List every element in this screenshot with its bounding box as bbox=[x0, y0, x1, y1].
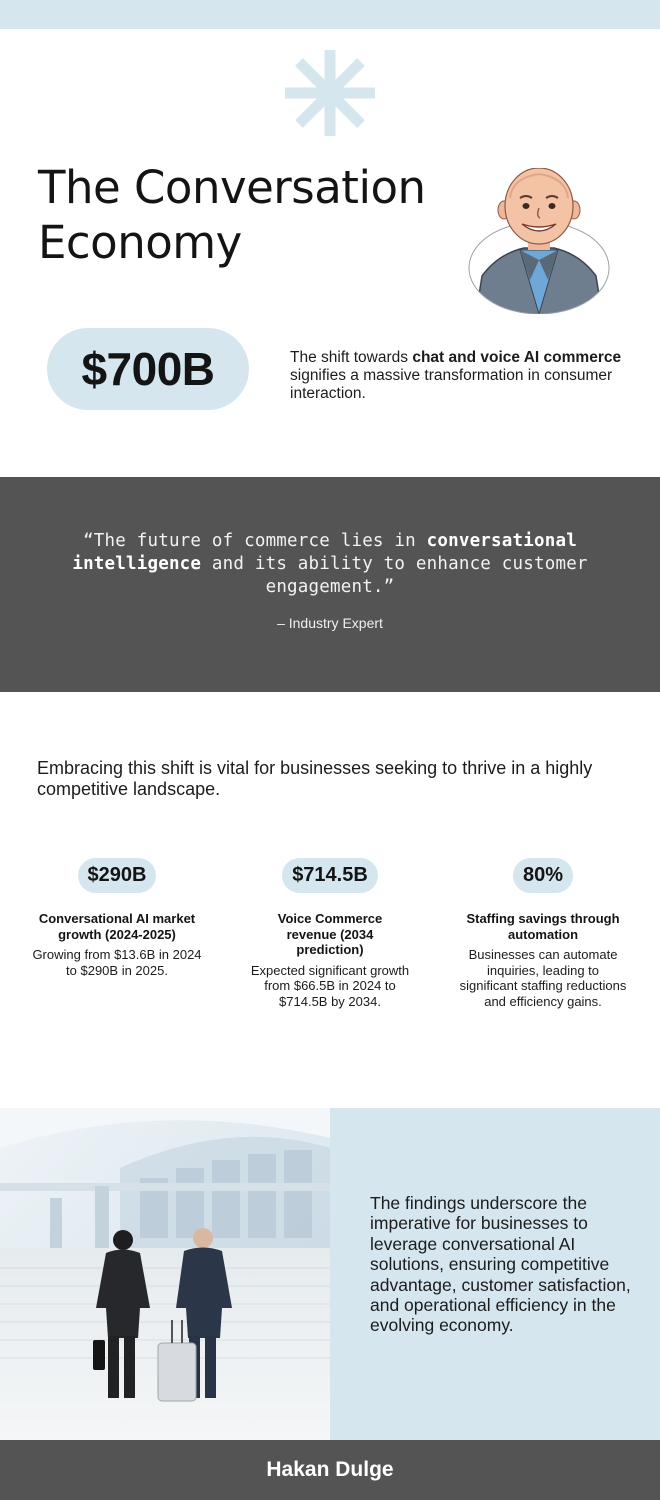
page-title bbox=[38, 160, 478, 270]
stat-value: 80% bbox=[513, 858, 573, 893]
quote-attribution: – Industry Expert bbox=[277, 615, 383, 631]
shift-description bbox=[290, 349, 635, 403]
shift-text-pre: The shift towards bbox=[290, 349, 413, 366]
title-line-1: The Conversation bbox=[38, 161, 426, 214]
stat-heading: Staffing savings through automation bbox=[466, 911, 620, 942]
big-stat-badge: $700B bbox=[47, 328, 249, 410]
stat-description: Businesses can automate inquiries, leading to significant staffing reductions and efficiency gains. bbox=[459, 947, 627, 1009]
embrace-paragraph: Embracing this shift is vital for businesses seeking to thrive in a highly competitive landscape. bbox=[37, 758, 593, 799]
stat-card-2 bbox=[245, 858, 415, 1009]
stat-description: Growing from $13.6B in 2024 to $290B in 2025. bbox=[32, 947, 202, 978]
business-travelers-photo bbox=[0, 1108, 330, 1440]
stat-card-1 bbox=[32, 858, 202, 978]
shift-text-post: signifies a massive transformation in consumer interaction. bbox=[290, 367, 613, 402]
stat-card-3 bbox=[458, 858, 628, 1009]
quote-post: and its ability to enhance customer engagement.” bbox=[201, 554, 588, 597]
shift-text-bold: chat and voice AI commerce bbox=[412, 349, 622, 366]
findings-paragraph: The findings underscore the imperative for businesses to leverage conversational AI solutions, ensuring competitive advantage, customer satisfaction, and operational efficiency in the evolving economy. bbox=[370, 1193, 631, 1336]
footer-author: Hakan Dulge bbox=[0, 1440, 660, 1500]
top-accent-band bbox=[0, 0, 660, 29]
stat-heading: Voice Commerce revenue (2034 prediction) bbox=[277, 911, 383, 957]
avatar-illustration bbox=[468, 168, 610, 314]
title-line-2: Economy bbox=[38, 216, 242, 269]
quote-bold: conversational intelligence bbox=[72, 531, 577, 574]
quote-text bbox=[40, 530, 620, 599]
stat-heading: Conversational AI market growth (2024-2025) bbox=[38, 911, 196, 942]
asterisk-icon bbox=[285, 50, 375, 136]
quote-pre: “The future of commerce lies in bbox=[83, 531, 427, 551]
stat-value: $290B bbox=[78, 858, 157, 893]
stat-value: $714.5B bbox=[282, 858, 378, 893]
stat-description: Expected significant growth from $66.5B in 2024 to $714.5B by 2034. bbox=[250, 962, 410, 1009]
